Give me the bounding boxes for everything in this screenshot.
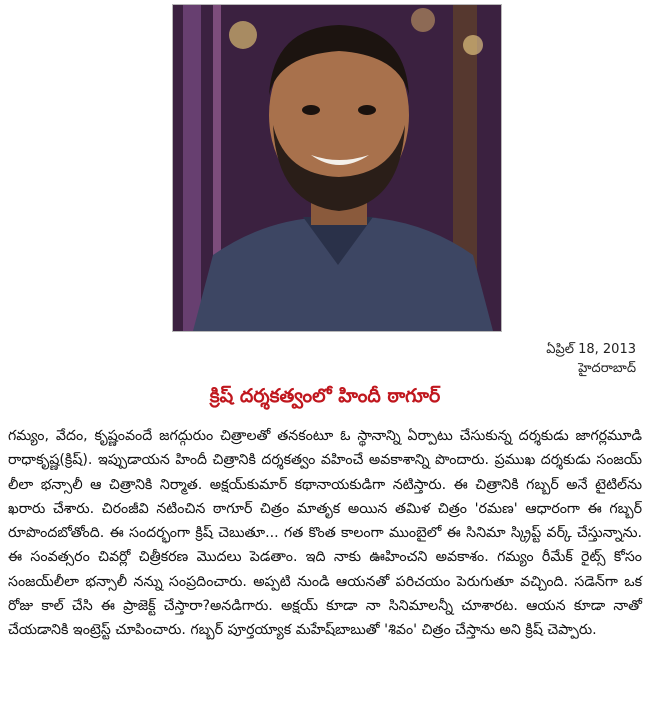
- article-place: హైదరాబాద్: [578, 361, 636, 376]
- dateline: [546, 340, 636, 378]
- article-date: ఏప్రిల్ 18, 2013: [546, 342, 636, 357]
- portrait-photo-icon: [173, 5, 501, 331]
- portrait-photo: [172, 4, 502, 332]
- article-headline: క్రిష్ దర్శకత్వంలో హిందీ ఠాగూర్: [209, 385, 441, 407]
- article-body: గమ్యం, వేదం, కృష్ణంవందే జగద్గురుం చిత్రాలతో తనకంటూ ఓ స్థానాన్ని ఏర్పాటు చేసుకున్న దర్శకుడు జాగర్లమూడి రాధాకృష్ణ(క్రిష్). ఇప్పుడాయన హిందీ చిత్రానికి దర్శకత్వం వహించే అవకాశాన్ని పొందారు. ప్రముఖ దర్శకుడు సంజయ్ లీలా భన్సాలీ ఆ చిత్రానికి నిర్మాత. అక్షయ్‌కుమార్ కథానాయకుడిగా నటిస్తారు. ఈ చిత్రానికి గబ్బర్ అనే టైటిల్‌ను ఖరారు చేశారు. చిరంజీవి నటించిన ఠాగూర్ చిత్రం మాతృక అయిన తమిళ చిత్రం 'రమణ' ఆధారంగా ఈ గబ్బర్ రూపొందబోతోంది. ఈ సందర్భంగా క్రిష్ చెబుతూ... గత కొంత కాలంగా ముంబైలో ఈ సినిమా స్క్రిప్ట్ వర్క్ చేస్తున్నాను. ఈ సంవత్సరం చివర్లో చిత్రీకరణ మొదలు పెడతాం. ఇది నాకు ఊహించని అవకాశం. గమ్యం రీమేక్ రైట్స్ కోసం సంజయ్‌లీలా భన్సాలీ నన్ను సంప్రదించారు. అప్పటి నుండి ఆయనతో పరిచయం పెరుగుతూ వచ్చింది. సడెన్‌గా ఒక రోజు కాల్ చేసి ఈ ప్రాజెక్ట్ చేస్తారా?అనడిగారు. అక్షయ్ కూడా నా సినిమాలన్నీ చూశారట. ఆయన కూడా నాతో చేయడానికి ఇంట్రెస్ట్ చూపించారు. గబ్బర్ పూర్తయ్యాక మహేష్‌బాబుతో 'శివం' చిత్రం చేస్తాను అని క్రిష్ చెప్పారు.: [8, 428, 642, 639]
